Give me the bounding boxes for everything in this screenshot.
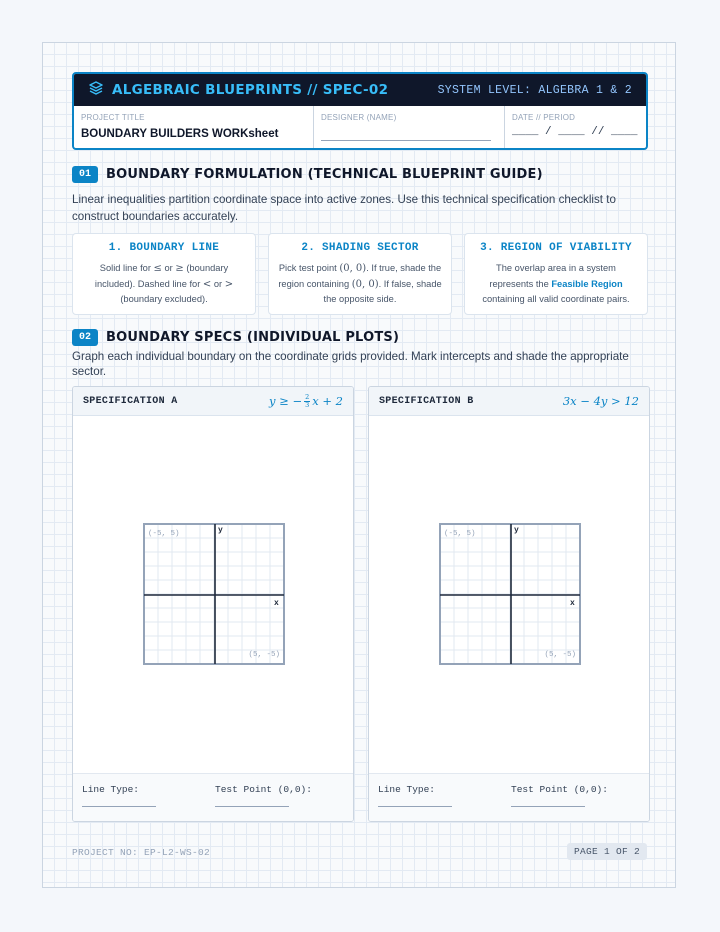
card-text: Solid line for ≤ or ≥ (boundary included). Dashed line for < or > (boundary excluded). [94, 263, 234, 304]
designer-cell [314, 106, 505, 148]
spec-name: SPECIFICATION B [379, 395, 474, 407]
spec-a-panel [72, 386, 354, 822]
meta-row [74, 106, 646, 148]
line-type-label: Line Type: [378, 784, 436, 795]
section-2-description: Graph each individual boundary on the coordinate grids provided. Mark intercepts and shade the appropriate sector. [72, 350, 629, 378]
section-title: BOUNDARY SPECS (INDIVIDUAL PLOTS) [106, 330, 400, 345]
test-point-label: Test Point (0,0): [215, 784, 312, 795]
grid-corner-label-bottom-right: (5, -5) [544, 651, 576, 659]
coordinate-grid[interactable] [143, 523, 285, 665]
section-2-heading [72, 329, 399, 346]
spec-header [73, 387, 353, 416]
test-point-field[interactable] [511, 806, 585, 807]
card-title: 3. REGION OF VIABILITY [480, 242, 632, 254]
section-1-heading [72, 166, 543, 183]
grid-corner-label-top-left: (-5, 5) [444, 530, 476, 538]
section-number-badge: 02 [72, 329, 98, 346]
project-title-value: BOUNDARY BUILDERS WORKsheet [81, 128, 279, 140]
spec-footer [73, 773, 353, 821]
brand [88, 80, 388, 100]
designer-field[interactable] [321, 128, 491, 141]
guide-card-shading-sector [268, 233, 452, 315]
feasible-region-highlight: Feasible Region [551, 278, 623, 289]
spec-name: SPECIFICATION A [83, 395, 178, 407]
grid-corner-label-bottom-right: (5, -5) [248, 651, 280, 659]
grid-corner-label-top-left: (-5, 5) [148, 530, 180, 538]
header-bar [74, 74, 646, 106]
layers-icon [88, 80, 104, 100]
line-type-field[interactable] [378, 806, 452, 807]
line-type-field[interactable] [82, 806, 156, 807]
date-cell [505, 106, 646, 148]
project-title-cell [74, 106, 314, 148]
spec-footer [369, 773, 649, 821]
card-title: 1. BOUNDARY LINE [108, 242, 220, 254]
page-indicator: PAGE 1 OF 2 [567, 843, 647, 860]
spec-b-panel [368, 386, 650, 822]
coordinate-grid[interactable] [439, 523, 581, 665]
y-axis-label: y [514, 526, 519, 535]
date-field[interactable]: ____ / ____ // ____ [512, 126, 638, 138]
card-text: Pick test point (0, 0). If true, shade the region containing (0, 0). If false, shade the opposite side. [278, 263, 442, 304]
section-number-badge: 01 [72, 166, 98, 183]
spec-equation: 3x − 4y > 12 [562, 394, 639, 408]
spec-equation: y ≥ − $\frac{2}{3}$ x + 2 [269, 392, 343, 409]
section-title: BOUNDARY FORMULATION (TECHNICAL BLUEPRINT GUIDE) [106, 167, 543, 182]
project-title-label: PROJECT TITLE [81, 113, 145, 122]
header-panel [72, 72, 648, 150]
date-label: DATE // PERIOD [512, 113, 576, 122]
x-axis-label: x [570, 599, 575, 608]
test-point-label: Test Point (0,0): [511, 784, 608, 795]
worksheet-title: ALGEBRAIC BLUEPRINTS // SPEC-02 [112, 82, 389, 98]
y-axis-label: y [218, 526, 223, 535]
x-axis-label: x [274, 599, 279, 608]
test-point-field[interactable] [215, 806, 289, 807]
card-title: 2. SHADING SECTOR [301, 242, 419, 254]
worksheet-page [42, 42, 676, 888]
section-1-description: Linear inequalities partition coordinate space into active zones. Use this technical specification checklist to construct boundaries accurately. [72, 193, 616, 223]
designer-label: DESIGNER (NAME) [321, 113, 397, 122]
guide-card-region-of-viability [464, 233, 648, 315]
guide-card-boundary-line [72, 233, 256, 315]
spec-header [369, 387, 649, 416]
system-level: SYSTEM LEVEL: ALGEBRA 1 & 2 [437, 83, 632, 97]
card-text: The overlap area in a system represents the Feasible Region containing all valid coordinate pairs. [482, 263, 630, 304]
line-type-label: Line Type: [82, 784, 140, 795]
project-number: PROJECT NO: EP-L2-WS-02 [72, 847, 211, 858]
